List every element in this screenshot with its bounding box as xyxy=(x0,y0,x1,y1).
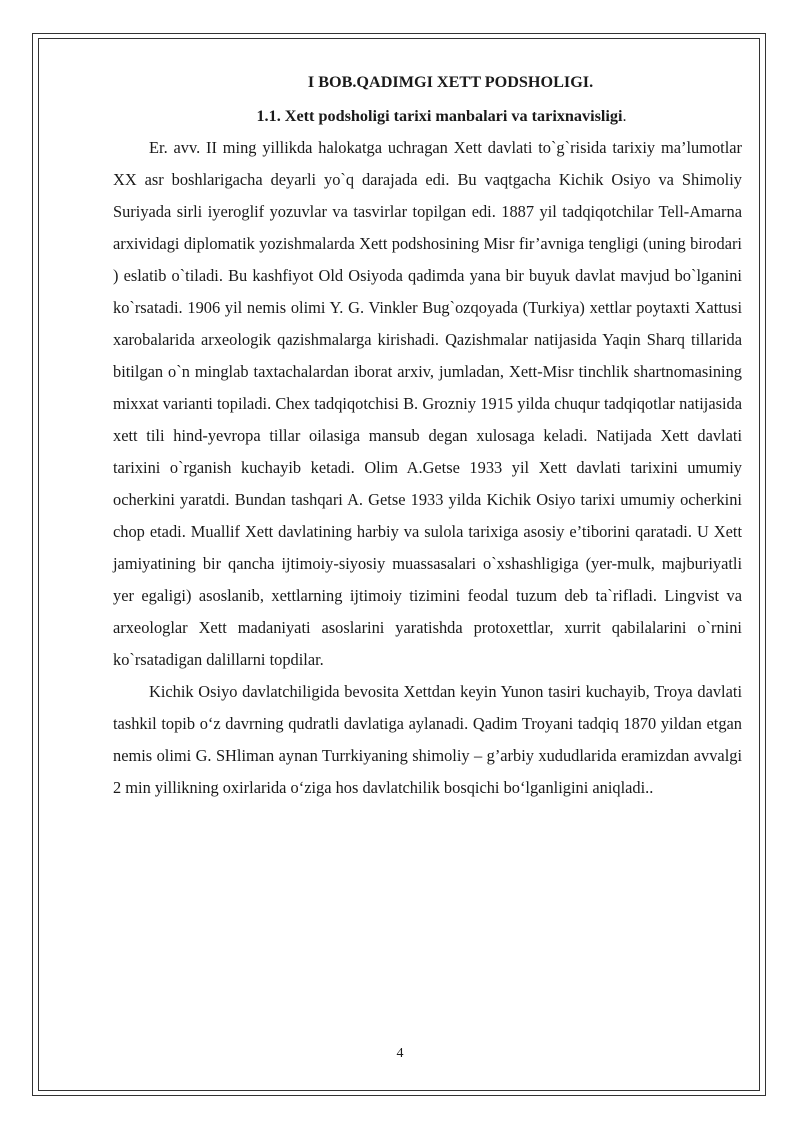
chapter-title: I BOB.QADIMGI XETT PODSHOLIGI. xyxy=(307,73,594,91)
paragraph: Er. avv. II ming yillikda halokatga uchragan Xett davlati to`g`risida tarixiy ma’lumotlar XX asr boshlarigacha deyarli yo`q darajada edi. Bu vaqtgacha Kichik Osiyo va Shimoliy Suriyada sirli iyeroglif yozuvlar va tasvirlar topilgan edi. 1887 yil tadqiqotchilar Tell-Amarna arxividagi diplomatik yozishmalarda Xett podshosining Misr fir’avniga tengligi (uning birodari ) eslatib o`tiladi. Bu kashfiyot Old Osiyoda qadimda yana bir buyuk davlat mavjud bo`lganini ko`rsatadi. 1906 yil nemis olimi Y. G. Vinkler Bug`ozqoyada (Turkiya) xettlar poytaxti Xattusi xarobalarida arxeologik qazishmalarga kirishadi. Qazishmalar natijasida Yaqin Sharq tillarida bitilgan o`n minglab taxtachalardan iborat arxiv, jumladan, Xett-Misr tinchlik shartnomasining mixxat varianti topiladi. Chex tadqiqotchisi B. Grozniy 1915 yilda chuqur tadqiqotlar natijasida xett tili hind-yevropa tillar oilasiga mansub degan xulosaga keladi. Natijada Xett davlati tarixini o`rganish kuchayib ketadi. Olim A.Getse 1933 yil Xett davlati tarixini umumiy ocherkini yaratdi. Bundan tashqari A. Getse 1933 yilda Kichik Osiyo tarixi umumiy ocherkini chop etadi. Muallif Xett davlatining harbiy va sulola tarixiga asosiy e’tiborini qaratadi. U Xett jamiyatining bir qancha ijtimoiy-siyosiy muassasalari o`xshashligiga (yer-mulk, majburiyatli yer egaligi) asoslanib, xettlarning ijtimoiy tizimini feodal tuzum deb ta`rifladi. Lingvist va arxeologlar Xett madaniyati asoslarini yaratishda protoxettlar, xurrit qabilalarini o`rnini ko`rsatadigan dalillarni topdilar. xyxy=(113,138,742,669)
section-title-period: . xyxy=(622,107,627,125)
section-title xyxy=(113,106,742,126)
paragraph: Kichik Osiyo davlatchiligida bevosita Xettdan keyin Yunon tasiri kuchayib, Troya davlati tashkil topib o‘z davrning qudratli davlatiga aylanadi. Qadim Troyani tadqiq 1870 yildan etgan nemis olimi G. SHliman aynan Turrkiyaning shimoliy – g’arbiy xududlarida eramizdan avvalgi 2 min yillikning oxirlarida o‘ziga hos davlatchilik bosqichi bo‘lganligini aniqladi.. xyxy=(113,682,742,797)
page-number: 4 xyxy=(396,1046,404,1061)
page-content xyxy=(113,72,742,804)
section-title-text: 1.1. Xett podsholigi tarixi manbalari va tarixnavisligi xyxy=(256,107,623,125)
